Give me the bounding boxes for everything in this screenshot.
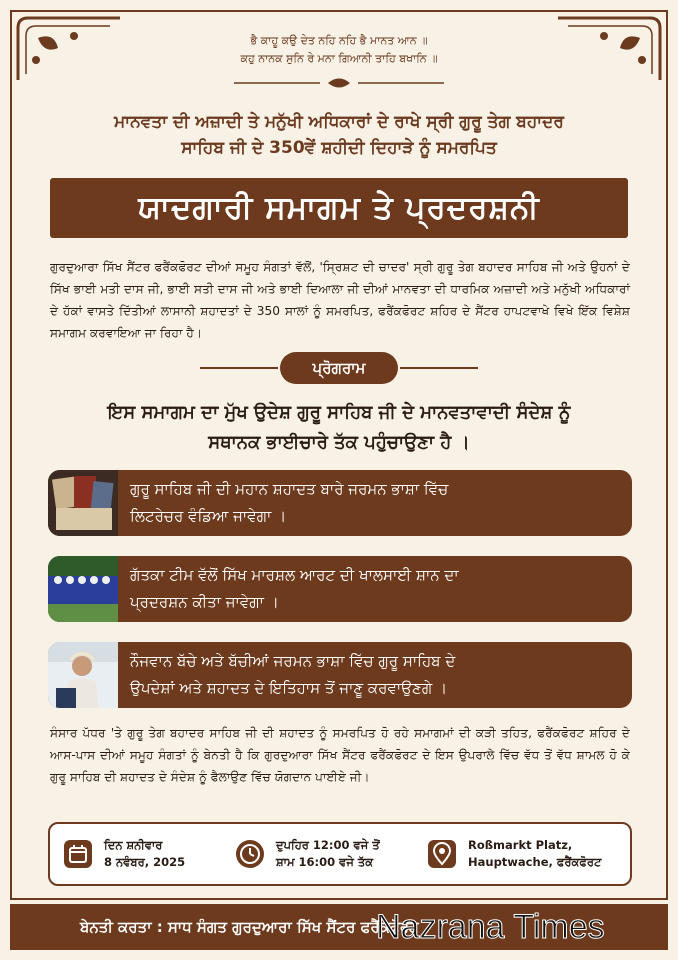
pill-divider-left	[200, 367, 278, 369]
event-day: ਦਿਨ ਸ਼ਨੀਵਾਰ	[104, 838, 163, 852]
program-item	[48, 470, 632, 536]
mission-line-2: ਸਥਾਨਕ ਭਾਈਚਾਰੇ ਤੱਕ ਪਹੁੰਚਾਉਣਾ ਹੈ ।	[208, 432, 470, 453]
program-item-line-2: ਪ੍ਰਦਰਸ਼ਨ ਕੀਤਾ ਜਾਵੇਗਾ ।	[130, 593, 279, 611]
program-item-line-2: ਉਪਦੇਸ਼ਾਂ ਅਤੇ ਸ਼ਹਾਦਤ ਦੇ ਇਤਿਹਾਸ ਤੋਂ ਜਾਣੂ ਕਰਵਾਉਣਗੇ ।	[130, 679, 448, 697]
corner-ornament-icon	[14, 14, 124, 84]
program-item-text	[130, 476, 620, 530]
event-date-value: 8 ਨਵੰਬਰ, 2025	[104, 855, 186, 869]
program-item-line-1: ਨੌਜਵਾਨ ਬੱਚੇ ਅਤੇ ਬੱਚੀਆਂ ਜਰਮਨ ਭਾਸ਼ਾ ਵਿੱਚ ਗੁਰੂ ਸਾਹਿਬ ਦੇ	[130, 652, 456, 670]
program-item-text	[130, 648, 620, 702]
event-date	[104, 837, 185, 871]
literature-photo	[48, 470, 118, 536]
corner-ornament-icon	[554, 14, 664, 84]
program-item	[48, 556, 632, 622]
event-time-end: ਸ਼ਾਮ 16:00 ਵਜੇ ਤੱਕ	[276, 855, 374, 869]
location-pin-icon	[428, 840, 456, 868]
title-banner: ਯਾਦਗਾਰੀ ਸਮਾਗਮ ਤੇ ਪ੍ਰਦਰਸ਼ਨੀ	[50, 178, 628, 238]
calendar-icon	[64, 840, 92, 868]
verse-line-1: ਭੈ ਕਾਹੂ ਕਉ ਦੇਤ ਨਹਿ ਨਹਿ ਭੈ ਮਾਨਤ ਆਨ ॥	[250, 34, 428, 47]
program-item-line-1: ਗੁਰੂ ਸਾਹਿਬ ਜੀ ਦੀ ਮਹਾਨ ਸ਼ਹਾਦਤ ਬਾਰੇ ਜਰਮਨ ਭਾਸ਼ਾ ਵਿੱਚ	[130, 480, 449, 498]
clock-icon	[236, 840, 264, 868]
event-location	[468, 837, 601, 871]
event-location-line-2: Hauptwache, ਫਰੈਂਕਫੋਰਟ	[468, 855, 602, 869]
headline-line-1: ਮਾਨਵਤਾ ਦੀ ਅਜ਼ਾਦੀ ਤੇ ਮਨੁੱਖੀ ਅਧਿਕਾਰਾਂ ਦੇ ਰਾਖੇ ਸ੍ਰੀ ਗੁਰੂ ਤੇਗ ਬਹਾਦਰ	[114, 112, 564, 132]
event-info-box	[48, 822, 632, 886]
flourish-divider-icon	[230, 74, 448, 92]
headline-line-2: ਸਾਹਿਬ ਜੀ ਦੇ 350ਵੇਂ ਸ਼ਹੀਦੀ ਦਿਹਾੜੇ ਨੂੰ ਸਮਰਪਿਤ	[181, 138, 497, 158]
program-item-line-1: ਗੱਤਕਾ ਟੀਮ ਵੱਲੋਂ ਸਿੱਖ ਮਾਰਸ਼ਲ ਆਰਟ ਦੀ ਖਾਲਸਾਈ ਸ਼ਾਨ ਦਾ	[130, 566, 459, 584]
event-location-line-1: Roßmarkt Platz,	[468, 838, 573, 852]
mission-line-1: ਇਸ ਸਮਾਗਮ ਦਾ ਮੁੱਖ ਉਦੇਸ਼ ਗੁਰੂ ਸਾਹਿਬ ਜੀ ਦੇ ਮਾਨਵਤਾਵਾਦੀ ਸੰਦੇਸ਼ ਨੂੰ	[107, 402, 571, 423]
program-pill: ਪ੍ਰੋਗਰਾਮ	[280, 352, 398, 384]
program-item-line-2: ਲਿਟਰੇਚਰ ਵੰਡਿਆ ਜਾਵੇਗਾ ।	[130, 507, 287, 525]
speaker-photo	[48, 642, 118, 708]
mission-statement	[40, 398, 638, 458]
closing-paragraph: ਸੰਸਾਰ ਪੱਧਰ 'ਤੇ ਗੁਰੂ ਤੇਗ ਬਹਾਦਰ ਸਾਹਿਬ ਜੀ ਦੀ ਸ਼ਹਾਦਤ ਨੂੰ ਸਮਰਪਿਤ ਹੋ ਰਹੇ ਸਮਾਗਮਾਂ ਦੀ ਕੜੀ ਤਹਿਤ, ਫਰੈਂਕਫੋਰਟ ਸ਼ਹਿਰ ਦੇ ਆਸ-ਪਾਸ ਦੀਆਂ ਸਮੂਹ ਸੰਗਤਾਂ ਨੂੰ ਬੇਨਤੀ ਹੈ ਕਿ ਗੁਰਦੁਆਰਾ ਸਿੱਖ ਸੈਂਟਰ ਫਰੈਂਕਫੋਰਟ ਦੇ ਇਸ ਉਪਰਾਲੇ ਵਿੱਚ ਵੱਧ ਤੋਂ ਵੱਧ ਸ਼ਾਮਲ ਹੋ ਕੇ ਗੁਰੂ ਸਾਹਿਬ ਦੀ ਸ਼ਹਾਦਤ ਦੇ ਸੰਦੇਸ਼ ਨੂੰ ਫੈਲਾਉਣ ਵਿੱਚ ਯੋਗਦਾਨ ਪਾਈਏ ਜੀ।	[50, 726, 630, 784]
pill-divider-right	[400, 367, 478, 369]
event-time-start: ਦੁਪਹਿਰ 12:00 ਵਜੇ ਤੋਂ	[276, 838, 380, 852]
program-item-text	[130, 562, 620, 616]
verse-line-2: ਕਹੁ ਨਾਨਕ ਸੁਨਿ ਰੇ ਮਨਾ ਗਿਆਨੀ ਤਾਹਿ ਬਖਾਨਿ ॥	[240, 52, 438, 65]
program-item	[48, 642, 632, 708]
intro-paragraph: ਗੁਰਦੁਆਰਾ ਸਿੱਖ ਸੈਂਟਰ ਫਰੈਂਕਫੋਰਟ ਦੀਆਂ ਸਮੂਹ ਸੰਗਤਾਂ ਵੱਲੋਂ, 'ਸ੍ਰਿਸ਼ਟ ਦੀ ਚਾਦਰ' ਸ੍ਰੀ ਗੁਰੂ ਤੇਗ ਬਹਾਦਰ ਸਾਹਿਬ ਜੀ ਅਤੇ ਉਹਨਾਂ ਦੇ ਸਿੱਖ ਭਾਈ ਮਤੀ ਦਾਸ ਜੀ, ਭਾਈ ਸਤੀ ਦਾਸ ਜੀ ਅਤੇ ਭਾਈ ਦਿਆਲਾ ਜੀ ਦੀਆਂ ਮਾਨਵਤਾ ਦੀ ਧਾਰਮਿਕ ਅਜ਼ਾਦੀ ਅਤੇ ਮਨੁੱਖੀ ਅਧਿਕਾਰਾਂ ਦੇ ਹੱਕਾਂ ਵਾਸਤੇ ਦਿੱਤੀਆਂ ਲਾਸਾਨੀ ਸ਼ਹਾਦਤਾਂ ਦੇ 350 ਸਾਲਾਂ ਨੂੰ ਸਮਰਪਿਤ, ਫਰੈਂਕਫੋਰਟ ਸ਼ਹਿਰ ਦੇ ਸੈਂਟਰ ਹਾਪਟਵਾਖੇ ਵਿਖੇ ਇੱਕ ਵਿਸ਼ੇਸ਼ ਸਮਾਗਮ ਕਰਵਾਇਆ ਜਾ ਰਿਹਾ ਹੈ।	[50, 260, 630, 340]
event-time	[276, 837, 380, 871]
gatka-team-photo	[48, 556, 118, 622]
footer-bar: ਬੇਨਤੀ ਕਰਤਾ : ਸਾਧ ਸੰਗਤ ਗੁਰਦੁਆਰਾ ਸਿੱਖ ਸੈਂਟਰ ਫਰੈਂਕਫੋਰਟ	[10, 904, 668, 950]
watermark-text: Nazrana Times	[376, 908, 605, 946]
